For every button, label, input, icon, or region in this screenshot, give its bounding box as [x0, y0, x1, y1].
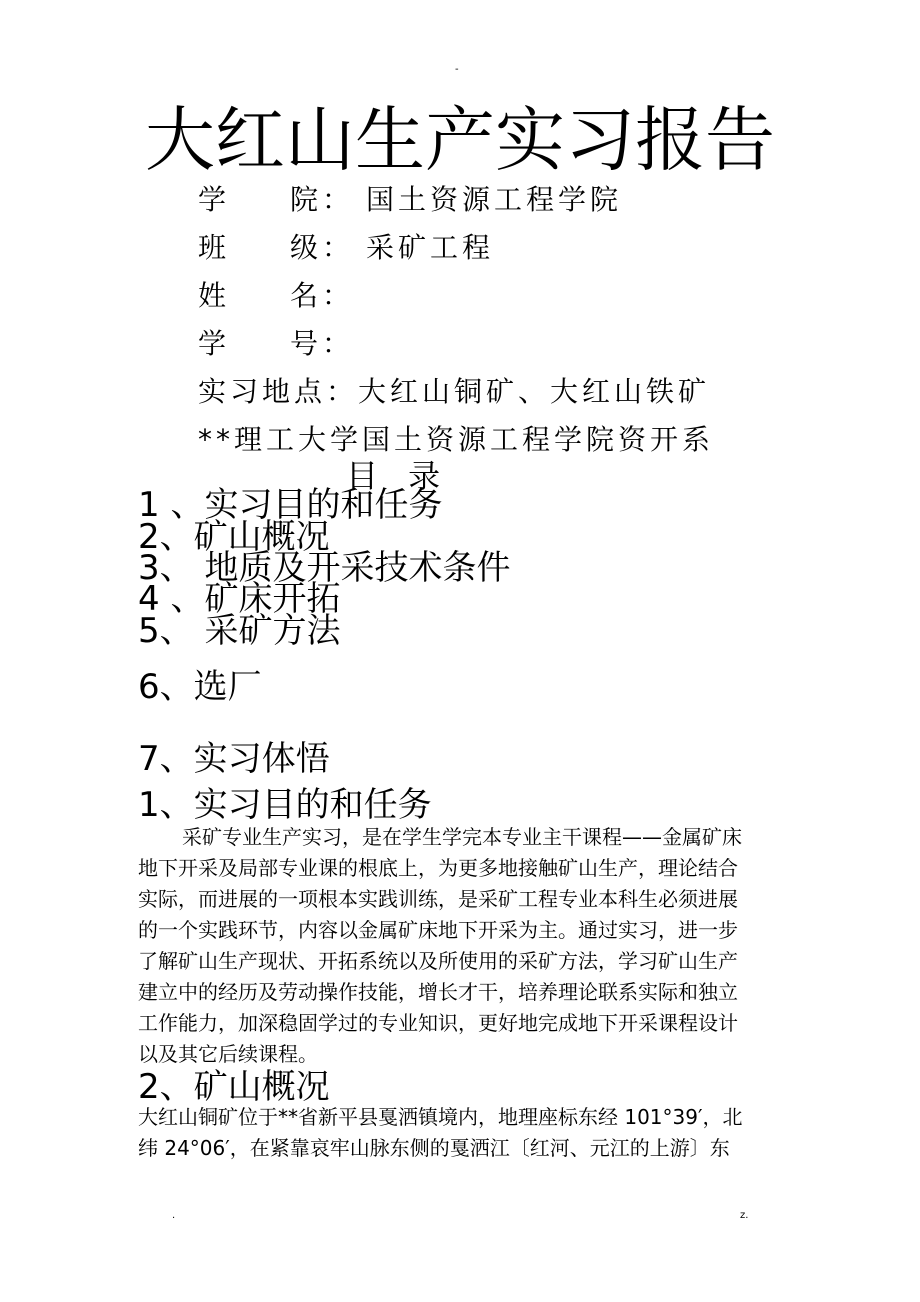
info-row-location [198, 372, 710, 412]
toc-item: 7、实习体悟 [138, 739, 330, 779]
department-line: **理工大学国土资源工程学院资开系 [198, 423, 715, 456]
toc-item: 1 、实习目的和任务 [138, 485, 443, 525]
section-paragraph [138, 1102, 784, 1164]
info-key-char: 名： [290, 279, 355, 312]
toc-title: 目 录 [346, 457, 451, 495]
toc-item: 4 、矿床开拓 [138, 579, 341, 619]
info-row-class [198, 228, 494, 268]
info-label [198, 276, 366, 316]
toc-item: 6、选厂 [138, 667, 262, 707]
info-value: 采矿工程 [366, 231, 495, 264]
paragraph-line: 了解矿山生产现状、开拓系统以及所使用的采矿方法，学习矿山生产 [138, 949, 738, 973]
toc-item: 5、 采矿方法 [138, 611, 341, 651]
info-row-student-id [198, 324, 366, 364]
info-key-char: 院： [290, 183, 355, 216]
paragraph-line: 实际，而进展的一项根本实践训练，是采矿工程专业本科生必须进展 [138, 887, 738, 911]
page-title: 大红山生产实习报告 [145, 99, 775, 181]
info-row-name [198, 276, 366, 316]
paragraph-line: 采矿专业生产实习，是在学生学完本专业主干课程——金属矿床 [182, 825, 742, 849]
footer-right-mark: z. [740, 1210, 749, 1221]
info-label [198, 324, 366, 364]
section-heading: 2、矿山概况 [138, 1067, 330, 1107]
info-label [198, 228, 366, 268]
paragraph-line: 大红山铜矿位于**省新平县戛洒镇境内，地理座标东经 101°39′，北 [138, 1105, 743, 1129]
paragraph-line: 建立中的经历及劳动操作技能，增长才干，培养理论联系实际和独立 [138, 980, 738, 1004]
paragraph-line: 工作能力，加深稳固学过的专业知识，更好地完成地下开采课程设计 [138, 1011, 738, 1035]
toc-item: 2、矿山概况 [138, 517, 330, 557]
info-key-char: 姓 [198, 279, 231, 312]
paragraph-line: 的一个实践环节，内容以金属矿床地下开采为主。通过实习，进一步 [138, 918, 738, 942]
paragraph-line: 纬 24°06′，在紧靠哀牢山脉东侧的戛洒江〔红河、元江的上游〕东 [138, 1136, 730, 1160]
info-key-char: 学 [198, 183, 231, 216]
location-label: 实习地点： [198, 375, 359, 408]
paragraph-line: 以及其它后续课程。 [138, 1042, 318, 1066]
info-value: 国土资源工程学院 [366, 183, 623, 216]
paragraph-line: 地下开采及局部专业课的根底上，为更多地接触矿山生产，理论结合 [138, 856, 738, 880]
info-label [198, 180, 366, 220]
toc-item: 3、 地质及开采技术条件 [138, 548, 511, 588]
info-key-char: 学 [198, 327, 231, 360]
footer-left-mark: . [172, 1210, 176, 1221]
section-heading: 1、实习目的和任务 [138, 785, 432, 825]
header-mark: - [455, 64, 459, 75]
section-paragraph [138, 822, 784, 1070]
location-value: 大红山铜矿、大红山铁矿 [358, 375, 711, 408]
info-key-char: 班 [198, 231, 231, 264]
info-key-char: 级： [290, 231, 355, 264]
info-key-char: 号： [290, 327, 355, 360]
info-row-college [198, 180, 622, 220]
